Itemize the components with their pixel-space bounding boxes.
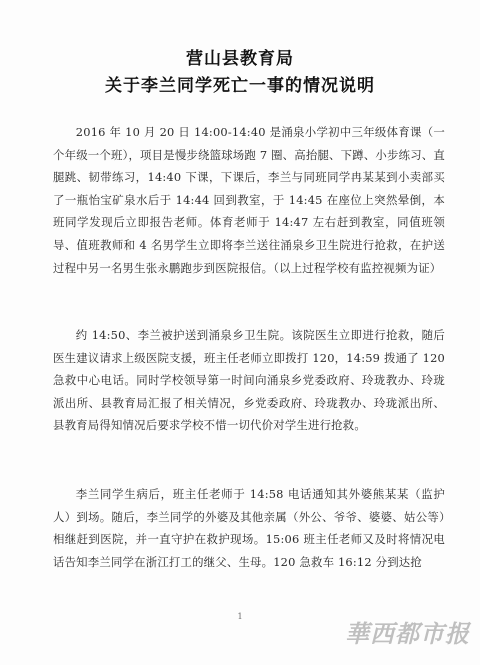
paragraph-1-container — [53, 121, 445, 279]
paragraph-2-container — [53, 324, 445, 437]
newspaper-watermark: 華西都市报 — [345, 619, 470, 648]
paragraph-3-container — [53, 483, 445, 573]
paragraph-2: 约 14:50、李兰被护送到涌泉乡卫生院。该院医生立即进行抢救，随后医生建议请求上级医院支援，班主任老师立即拨打 120，14:59 拨通了 120 急救中心电话。同时学校领导第一时间向涌泉乡党委政府、玲珑教办、玲珑派出所、县教育局汇报了相关情况，乡党委政府、玲珑教办、玲珑派出所、县教育局得知情况后要求学校不惜一切代价对学生进行抢救。 — [53, 328, 445, 433]
page-number: 1 — [237, 612, 243, 621]
document-title-subject: 关于李兰同学死亡一事的情况说明 — [105, 76, 375, 96]
paragraph-1: 2016 年 10 月 20 日 14:00-14:40 是涌泉小学初中三年级体育课（一个年级一个班），项目是慢步绕篮球场跑 7 圈、高抬腿、下蹲、小步练习、直腿跳、韧带练习，14:40 下课，下课后，李兰与同班同学冉某某到小卖部买了一瓶怡宝矿泉水后于 14:44 回到教室，于 14:45 在座位上突然晕倒，本班同学发现后立即报告老师。体育老师于 14:47 左右赶到教室，同值班领导、值班教师和 4 名男学生立即将李兰送往涌泉乡卫生院进行抢救，在护送过程中另一名男生张永鹏跑步到医院报信。（以上过程学校有监控视频为证） — [53, 125, 445, 275]
paragraph-3: 李兰同学生病后，班主任老师于 14:58 电话通知其外婆熊某某（监护人）到场。随后，李兰同学的外婆及其他亲属（外公、爷爷、婆婆、姑公等）相继赶到医院，并一直守护在救护现场。15:06 班主任老师又及时将情况电话告知李兰同学在浙江打工的继父、生母。120 急救车 16:12 分到达抢 — [53, 487, 445, 569]
document-title-agency: 营山县教育局 — [186, 49, 294, 69]
